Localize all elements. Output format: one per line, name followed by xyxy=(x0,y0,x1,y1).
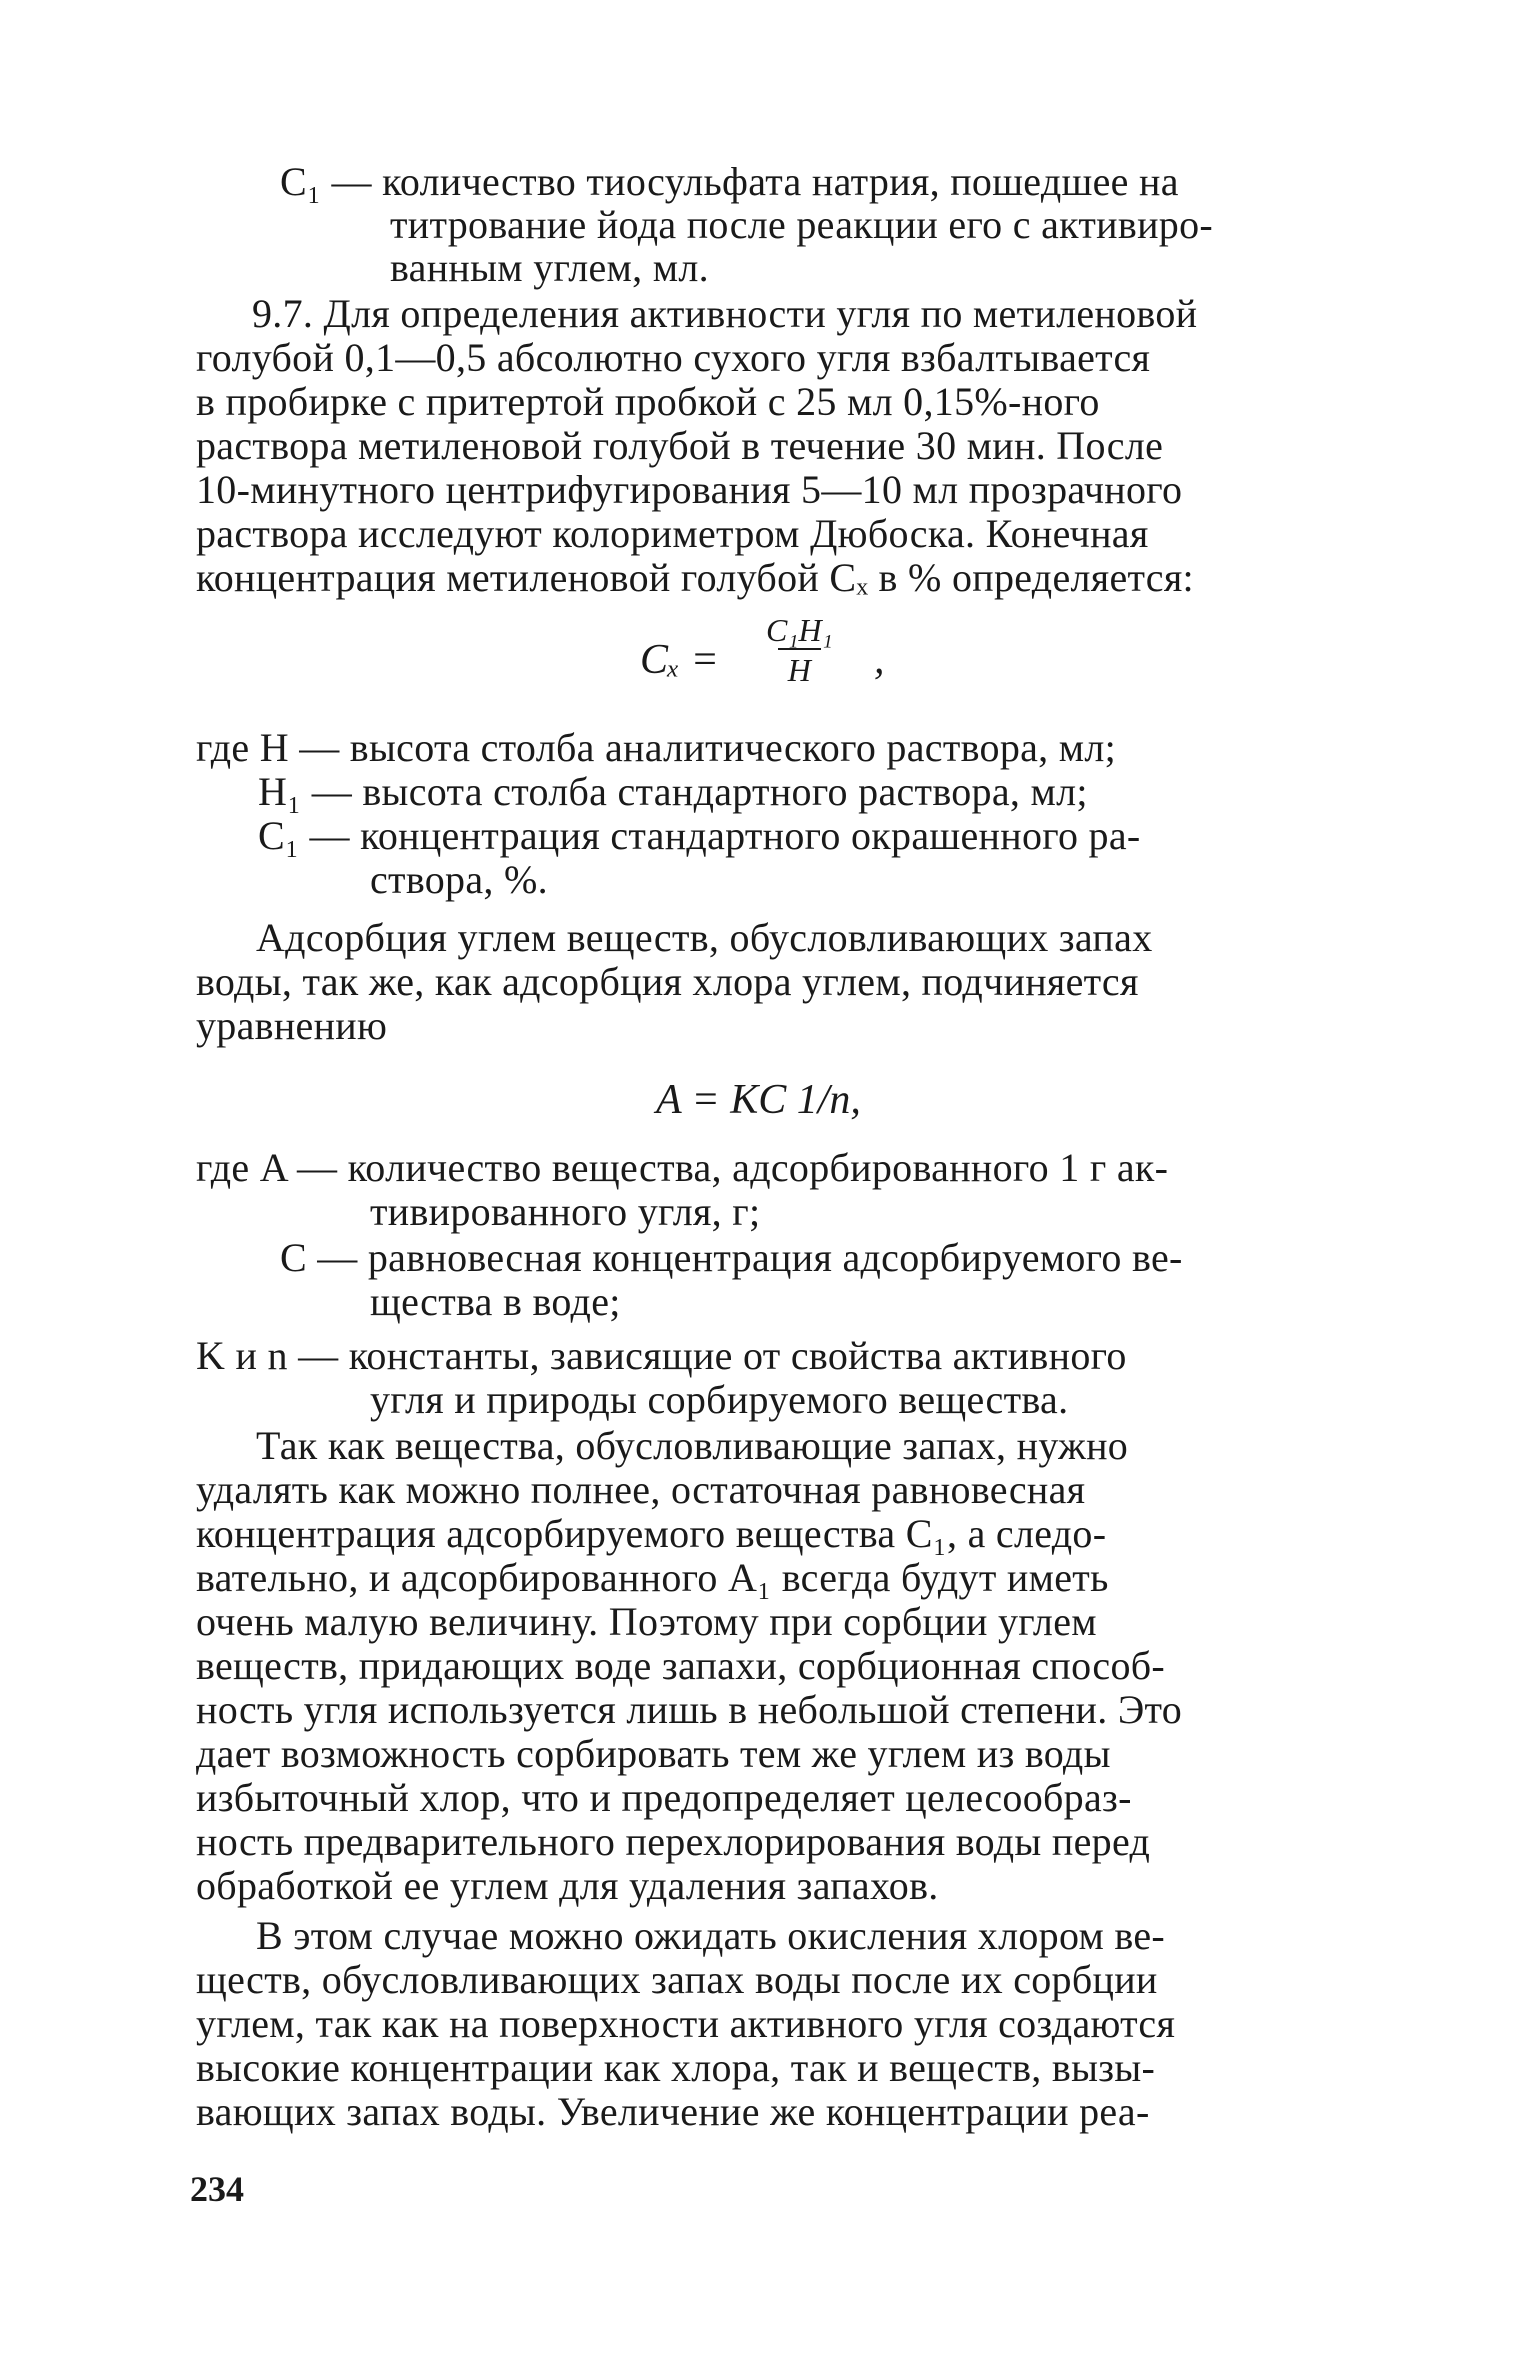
formula-denominator: H xyxy=(778,648,821,688)
text-line: где H — высота столба аналитического раствора, мл; xyxy=(196,725,1117,770)
text-line: щества в воде; xyxy=(370,1279,621,1324)
text-line: C — равновесная концентрация адсорбируемого ве- xyxy=(280,1235,1183,1280)
text-line: концентрация адсорбируемого вещества C₁, а следо- xyxy=(196,1511,1107,1556)
text-line: веществ, придающих воде запахи, сорбционная способ- xyxy=(196,1643,1166,1688)
text-line: ность предварительного перехлорирования воды перед xyxy=(196,1819,1151,1864)
text-line: вательно, и адсорбированного A₁ всегда будут иметь xyxy=(196,1555,1109,1600)
text-line: раствора метиленовой голубой в течение 30 мин. После xyxy=(196,423,1164,468)
text-line: 10-минутного центрифугирования 5—10 мл прозрачного xyxy=(196,467,1183,512)
text-line: углем, так как на поверхности активного угля создаются xyxy=(196,2001,1176,2046)
formula-fraction xyxy=(762,612,837,688)
text-line: тивированного угля, г; xyxy=(370,1189,761,1234)
text-line: H₁ — высота столба стандартного раствора, мл; xyxy=(258,769,1088,814)
text-line: очень малую величину. Поэтому при сорбции углем xyxy=(196,1599,1097,1644)
text-line: угля и природы сорбируемого вещества. xyxy=(370,1377,1069,1422)
formula-tail: , xyxy=(874,637,885,683)
text-line: 9.7. Для определения активности угля по метиленовой xyxy=(252,291,1198,336)
text-line: титрование йода после реакции его с активиро- xyxy=(390,202,1213,247)
text-line: C₁ — количество тиосульфата натрия, пошедшее на xyxy=(280,159,1179,204)
text-line: концентрация метиленовой голубой Cₓ в % определяется: xyxy=(196,555,1194,600)
text-line: удалять как можно полнее, остаточная равновесная xyxy=(196,1467,1086,1512)
text-line: ность угля используется лишь в небольшой степени. Это xyxy=(196,1687,1183,1732)
text-line: вающих запах воды. Увеличение же концентрации реа- xyxy=(196,2089,1150,2134)
text-line: избыточный хлор, что и предопределяет целесообраз- xyxy=(196,1775,1132,1820)
formula-lhs: Cₓ = xyxy=(640,637,719,683)
text-line: в пробирке с притертой пробкой с 25 мл 0,15%-ного xyxy=(196,379,1100,424)
page-number: 234 xyxy=(190,2169,244,2209)
text-line: раствора исследуют колориметром Дюбоска. Конечная xyxy=(196,511,1149,556)
text-line: ществ, обусловливающих запах воды после их сорбции xyxy=(196,1957,1158,2002)
text-line: уравнению xyxy=(196,1003,388,1048)
text-line: Так как вещества, обусловливающие запах, нужно xyxy=(256,1423,1129,1468)
text-line: высокие концентрации как хлора, так и веществ, вызы- xyxy=(196,2045,1156,2090)
text-line: голубой 0,1—0,5 абсолютно сухого угля взбалтывается xyxy=(196,335,1151,380)
text-line: C₁ — концентрация стандартного окрашенного ра- xyxy=(258,813,1141,858)
text-line: ванным углем, мл. xyxy=(390,245,709,290)
text-line: K и n — константы, зависящие от свойства активного xyxy=(196,1333,1127,1378)
text-line: Адсорбция углем веществ, обусловливающих запах xyxy=(256,915,1153,960)
text-line: дает возможность сорбировать тем же углем из воды xyxy=(196,1731,1111,1776)
text-line: воды, так же, как адсорбция хлора углем, подчиняется xyxy=(196,959,1139,1004)
formula-numerator: C₁H₁ xyxy=(766,612,833,648)
formula-adsorption: A = KC 1/n, xyxy=(656,1077,861,1123)
text-line: В этом случае можно ожидать окисления хлором ве- xyxy=(256,1913,1166,1958)
text-line: створа, %. xyxy=(370,857,548,902)
text-line: обработкой ее углем для удаления запахов. xyxy=(196,1863,939,1908)
text-line: где A — количество вещества, адсорбированного 1 г ак- xyxy=(196,1145,1169,1190)
